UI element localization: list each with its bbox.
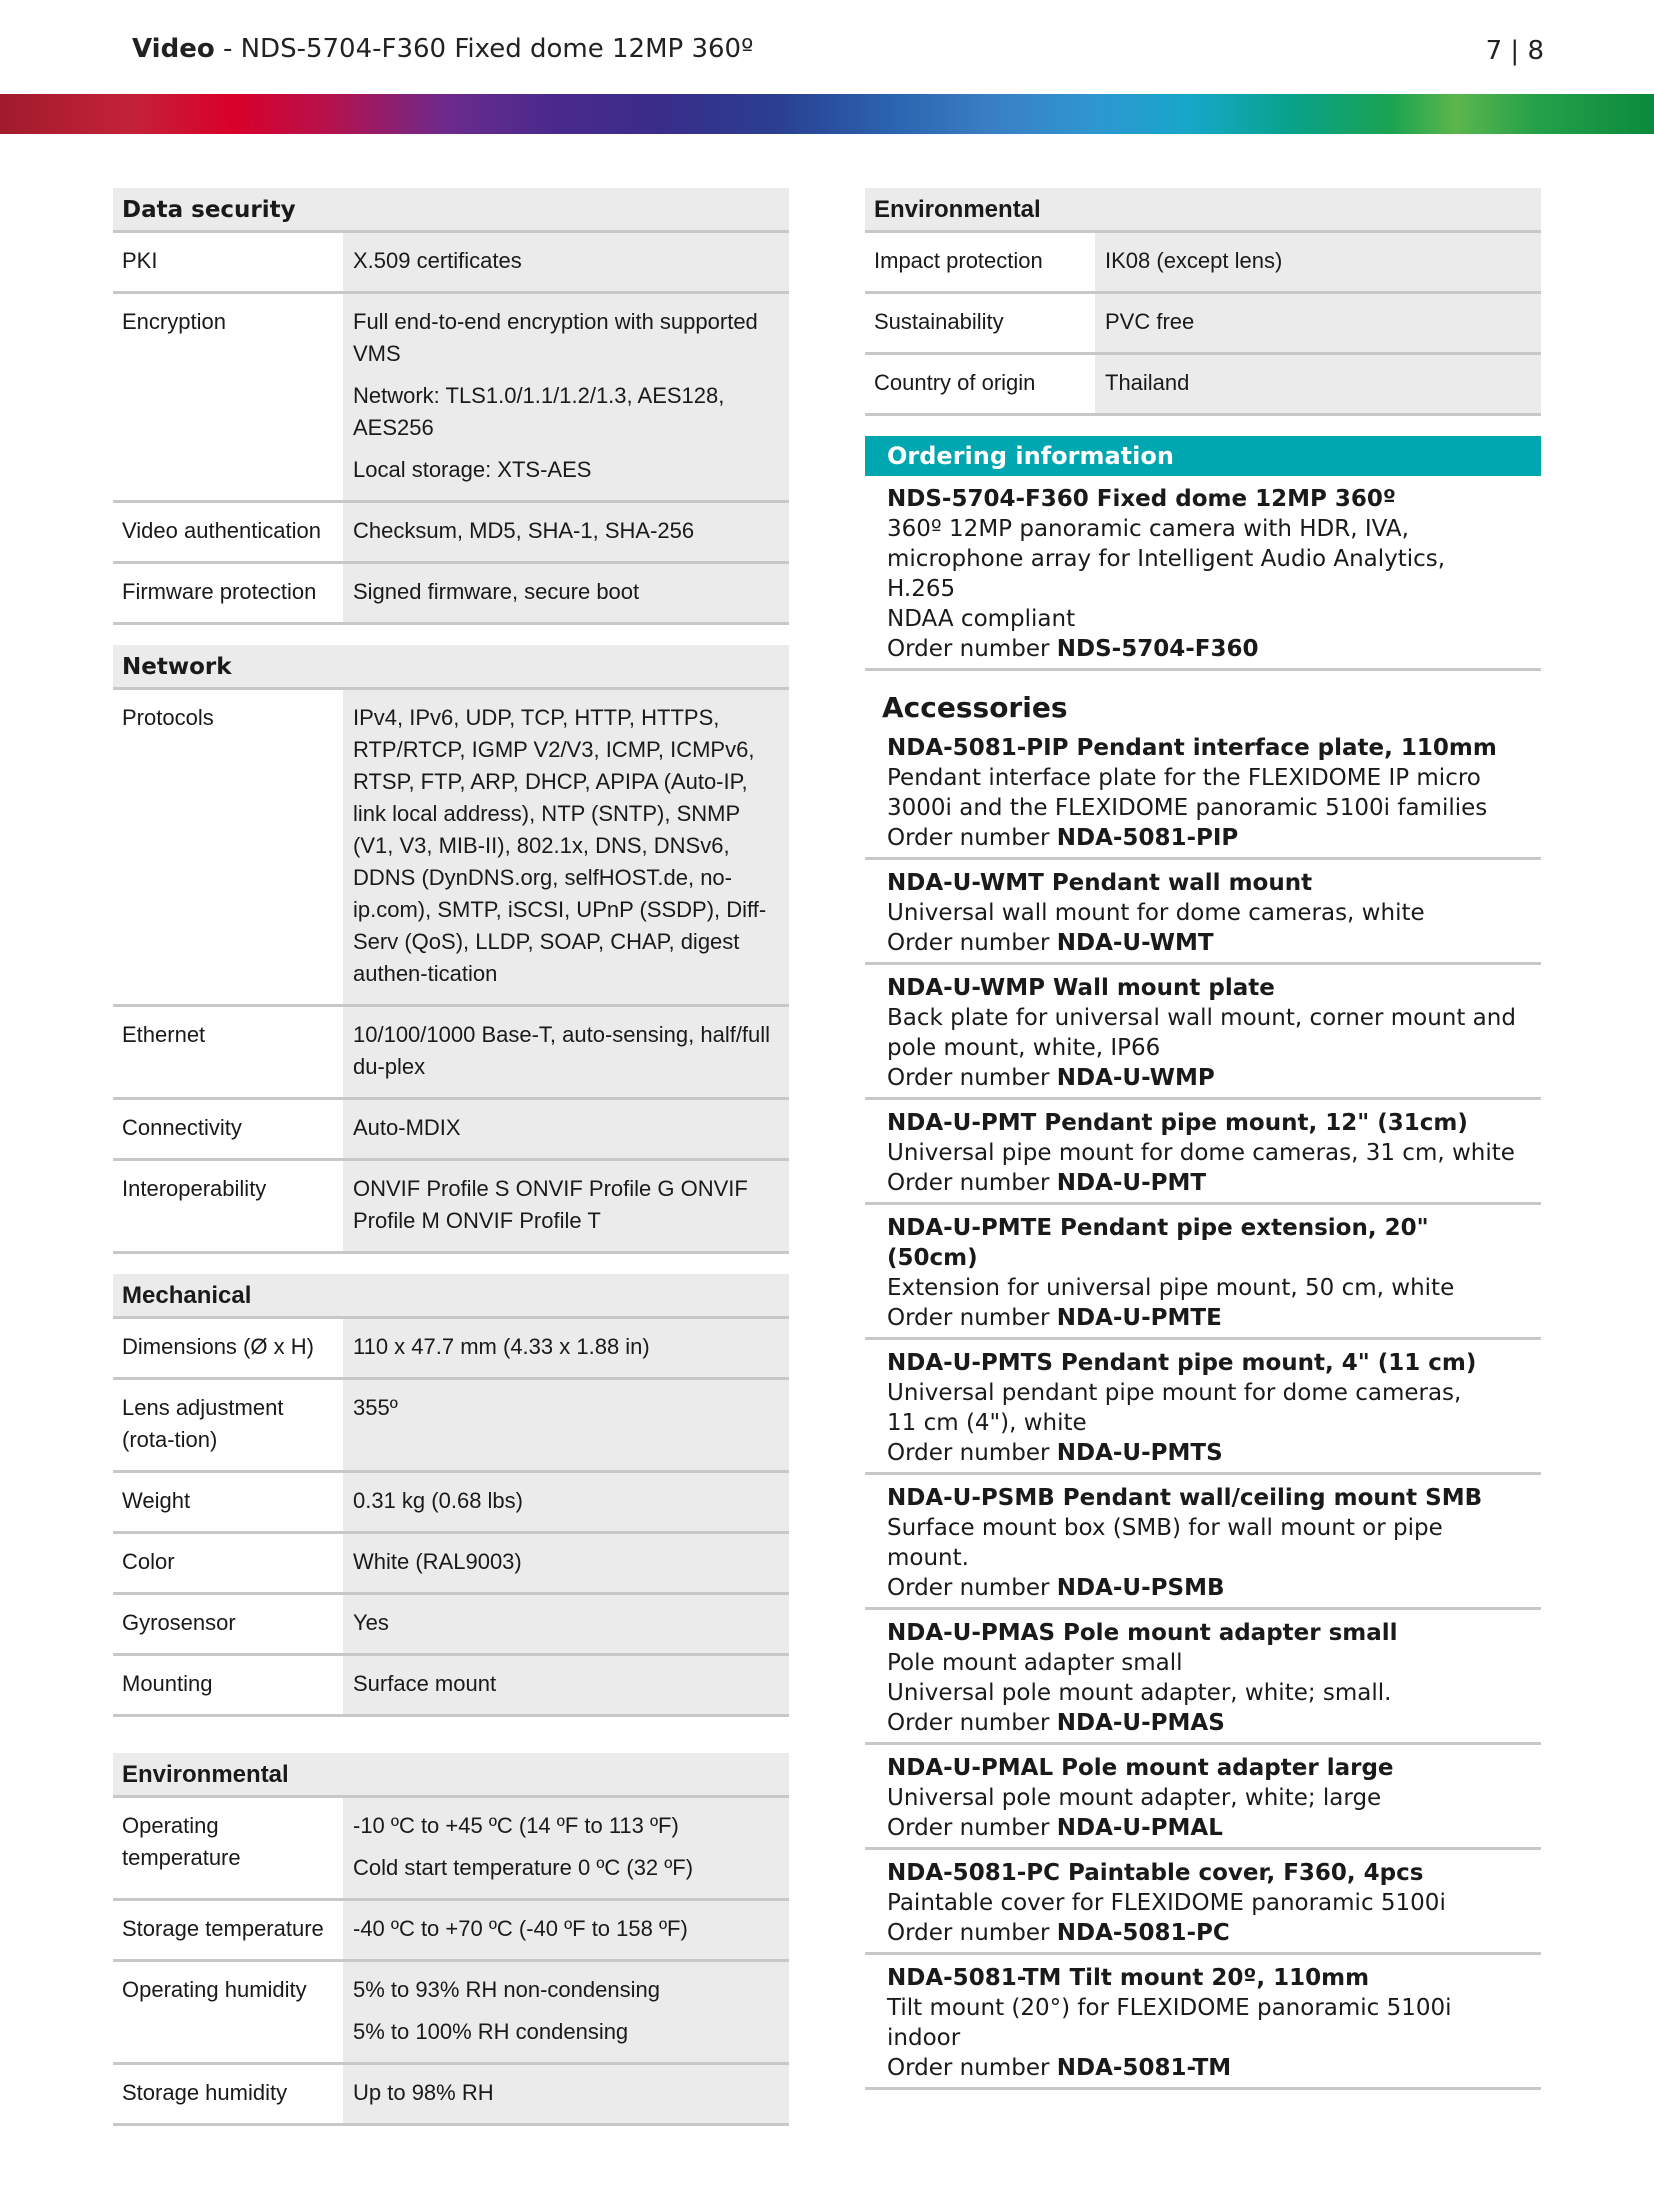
spec-row [113, 1534, 789, 1595]
spec-value [343, 503, 789, 561]
spec-value-line: IK08 (except lens) [1105, 248, 1283, 273]
spec-label: Lens adjustment (rota-tion) [113, 1380, 339, 1470]
spec-value-line: Full end-to-end encryption with supported VMS [353, 309, 758, 366]
section-heading: Environmental [113, 1753, 789, 1798]
order-number-prefix: Order number [887, 825, 1057, 851]
order-number-value: NDA-U-PMTE [1056, 1305, 1222, 1331]
accessories-list [865, 725, 1541, 2090]
order-number-value: NDA-5081-PIP [1056, 825, 1239, 851]
spec-label: Encryption [113, 294, 339, 500]
spec-row [113, 1380, 789, 1473]
accessory-item [865, 1340, 1541, 1475]
spec-label: Storage humidity [113, 2065, 339, 2123]
spec-label: Ethernet [113, 1007, 339, 1097]
product-order-number [887, 634, 1519, 664]
accessory-desc: Tilt mount (20°) for FLEXIDOME panoramic 5100i indoor [887, 1995, 1452, 2051]
accessory-item [865, 1475, 1541, 1610]
accessory-desc: Pole mount adapter small [887, 1650, 1183, 1676]
spec-label: Protocols [113, 690, 339, 1004]
accessory-desc: Universal pole mount adapter, white; large [887, 1785, 1382, 1811]
spec-value-line: Auto-MDIX [353, 1115, 461, 1140]
order-number-prefix: Order number [887, 1170, 1057, 1196]
spec-value [343, 1962, 789, 2062]
spec-row [113, 1656, 789, 1717]
spec-label: Gyrosensor [113, 1595, 339, 1653]
accessory-order-number [887, 1063, 1519, 1093]
product-desc-1: 360º 12MP panoramic camera with HDR, IVA, microphone array for Intelligent Audio Analytics, H.265 [887, 516, 1446, 602]
accessory-item [865, 725, 1541, 860]
section-heading: Environmental [865, 188, 1541, 233]
spec-value [343, 1798, 789, 1898]
accessory-order-number [887, 2053, 1519, 2083]
accessory-item [865, 1745, 1541, 1850]
spec-value-line: Checksum, MD5, SHA-1, SHA-256 [353, 518, 695, 543]
accessory-title: NDA-U-PMT Pendant pipe mount, 12" (31cm) [887, 1110, 1468, 1136]
spec-label: Color [113, 1534, 339, 1592]
order-number-value: NDA-5081-TM [1056, 2055, 1232, 2081]
spec-value-line: IPv4, IPv6, UDP, TCP, HTTP, HTTPS, RTP/RTCP, IGMP V2/V3, ICMP, ICMPv6, RTSP, FTP, ARP, DHCP, APIPA (Auto-IP, link local address), NTP (SNTP), SNMP (V1, V3, MIB-II), 802.1x, DNS, DNSv6, DDNS (DynDNS.org, selfHOST.de, no-ip.com), SMTP, iSCSI, UPnP (SSDP), Diff-Serv (QoS), LLDP, SOAP, CHAP, digest authen-tication [353, 705, 767, 986]
spec-value-line: Cold start temperature 0 ºC (32 ºF) [353, 1855, 694, 1880]
spec-label: Dimensions (Ø x H) [113, 1319, 339, 1377]
accessory-title: NDA-U-PMTE Pendant pipe extension, 20" (50cm) [887, 1215, 1429, 1271]
accessory-desc: Universal wall mount for dome cameras, white [887, 900, 1425, 926]
spec-value-line: White (RAL9003) [353, 1549, 522, 1574]
accessory-desc: 11 cm (4"), white [887, 1410, 1087, 1436]
spec-row [865, 294, 1541, 355]
spec-table-mechanical [113, 1274, 789, 1717]
order-number-prefix: Order number [887, 1920, 1057, 1946]
spec-value [1095, 355, 1541, 413]
accessory-title: NDA-U-PMAS Pole mount adapter small [887, 1620, 1398, 1646]
accessory-title: NDA-U-PMTS Pendant pipe mount, 4" (11 cm) [887, 1350, 1477, 1376]
accessory-title: NDA-U-WMT Pendant wall mount [887, 870, 1313, 896]
order-number-value: NDA-U-PSMB [1056, 1575, 1225, 1601]
product-order-item [865, 476, 1541, 671]
order-number-value: NDA-U-WMP [1056, 1065, 1215, 1091]
accessory-desc: Universal pendant pipe mount for dome cameras, [887, 1380, 1462, 1406]
spec-row [113, 1473, 789, 1534]
spec-value-line: Thailand [1105, 370, 1190, 395]
accessory-title: NDA-5081-TM Tilt mount 20º, 110mm [887, 1965, 1370, 1991]
spec-table-environmental [113, 1753, 789, 2126]
order-number-prefix: Order number [887, 1710, 1057, 1736]
order-number-prefix: Order number [887, 1575, 1057, 1601]
spec-value-line: Surface mount [353, 1671, 497, 1696]
spec-row [113, 1595, 789, 1656]
spec-table-network [113, 645, 789, 1254]
accessory-item [865, 1205, 1541, 1340]
spec-value-line: 110 x 47.7 mm (4.33 x 1.88 in) [353, 1334, 650, 1359]
spec-table-environmental [865, 188, 1541, 416]
product-title: NDS-5704-F360 Fixed dome 12MP 360º [887, 486, 1396, 512]
section-heading: Data security [113, 188, 789, 233]
order-number-prefix: Order number [887, 1305, 1057, 1331]
spec-label: Country of origin [865, 355, 1091, 413]
color-supergraphic-band [0, 94, 1654, 134]
order-number-value: NDA-U-PMT [1056, 1170, 1207, 1196]
spec-table-data-security [113, 188, 789, 625]
accessory-order-number [887, 1813, 1519, 1843]
accessory-title: NDA-5081-PC Paintable cover, F360, 4pcs [887, 1860, 1424, 1886]
accessory-desc: Paintable cover for FLEXIDOME panoramic 5100i [887, 1890, 1446, 1916]
spec-label: Mounting [113, 1656, 339, 1714]
spec-value-line: X.509 certificates [353, 248, 522, 273]
spec-value-line: 355º [353, 1395, 398, 1420]
accessory-desc: Extension for universal pipe mount, 50 cm, white [887, 1275, 1455, 1301]
spec-value [343, 1473, 789, 1531]
spec-value [343, 1007, 789, 1097]
accessory-item [865, 1955, 1541, 2090]
accessory-desc: Surface mount box (SMB) for wall mount or pipe mount. [887, 1515, 1443, 1571]
spec-value [1095, 233, 1541, 291]
order-number-prefix: Order number [887, 1440, 1057, 1466]
order-number-prefix: Order number [887, 636, 1057, 662]
section-heading: Mechanical [113, 1274, 789, 1319]
spec-value [343, 1595, 789, 1653]
spec-label: Firmware protection [113, 564, 339, 622]
spec-row [113, 2065, 789, 2126]
spec-label: Interoperability [113, 1161, 339, 1251]
ordering-information-heading: Ordering information [865, 436, 1541, 476]
spec-row [865, 355, 1541, 416]
spec-value [343, 1319, 789, 1377]
accessories-heading: Accessories [882, 691, 1068, 724]
spec-row [113, 564, 789, 625]
order-number-value: NDA-U-PMAL [1056, 1815, 1223, 1841]
spec-label: Impact protection [865, 233, 1091, 291]
spec-row [113, 1319, 789, 1380]
spec-value-line: -10 ºC to +45 ºC (14 ºF to 113 ºF) [353, 1813, 679, 1838]
order-number-prefix: Order number [887, 1065, 1057, 1091]
accessory-desc: Pendant interface plate for the FLEXIDOME IP micro 3000i and the FLEXIDOME panoramic 5100i families [887, 765, 1488, 821]
spec-label: PKI [113, 233, 339, 291]
spec-value-line: Up to 98% RH [353, 2080, 494, 2105]
spec-value [343, 1656, 789, 1714]
accessory-order-number [887, 1918, 1519, 1948]
spec-row [113, 503, 789, 564]
accessory-desc: Universal pole mount adapter, white; small. [887, 1680, 1392, 1706]
accessory-item [865, 860, 1541, 965]
spec-label: Storage temperature [113, 1901, 339, 1959]
spec-value-line: 10/100/1000 Base-T, auto-sensing, half/full du-plex [353, 1022, 771, 1079]
spec-value [343, 564, 789, 622]
spec-value-line: 5% to 93% RH non-condensing [353, 1977, 660, 2002]
spec-value-line: PVC free [1105, 309, 1195, 334]
order-number-prefix: Order number [887, 1815, 1057, 1841]
spec-label: Connectivity [113, 1100, 339, 1158]
spec-row [113, 1100, 789, 1161]
spec-row [865, 233, 1541, 294]
accessory-order-number [887, 1438, 1519, 1468]
spec-row [113, 1161, 789, 1254]
spec-row [113, 690, 789, 1007]
spec-value [343, 1901, 789, 1959]
spec-value-line: 0.31 kg (0.68 lbs) [353, 1488, 523, 1513]
accessory-title: NDA-U-PSMB Pendant wall/ceiling mount SMB [887, 1485, 1483, 1511]
accessory-title: NDA-U-PMAL Pole mount adapter large [887, 1755, 1394, 1781]
accessory-item [865, 965, 1541, 1100]
left-column [113, 188, 789, 2146]
spec-row [113, 1901, 789, 1962]
spec-row [113, 1962, 789, 2065]
order-number-value: NDA-U-WMT [1056, 930, 1214, 956]
accessory-title: NDA-U-WMP Wall mount plate [887, 975, 1275, 1001]
spec-row [113, 1007, 789, 1100]
spec-value [1095, 294, 1541, 352]
accessory-order-number [887, 1303, 1519, 1333]
accessory-item [865, 1850, 1541, 1955]
order-number-prefix: Order number [887, 930, 1057, 956]
header-title: - NDS-5704-F360 Fixed dome 12MP 360º [214, 34, 754, 64]
spec-value-line: Yes [353, 1610, 389, 1635]
document-header [132, 34, 753, 64]
spec-label: Operating humidity [113, 1962, 339, 2062]
spec-label: Weight [113, 1473, 339, 1531]
order-number-prefix: Order number [887, 2055, 1057, 2081]
order-number-value: NDA-U-PMAS [1056, 1710, 1225, 1736]
accessory-order-number [887, 823, 1519, 853]
spec-value [343, 690, 789, 1004]
spec-value-line: ONVIF Profile S ONVIF Profile G ONVIF Profile M ONVIF Profile T [353, 1176, 748, 1233]
spec-label: Sustainability [865, 294, 1091, 352]
order-number-value: NDA-5081-PC [1056, 1920, 1230, 1946]
spec-label: Operating temperature [113, 1798, 339, 1898]
accessory-item [865, 1100, 1541, 1205]
accessory-order-number [887, 928, 1519, 958]
spec-value-line: Local storage: XTS-AES [353, 457, 592, 482]
accessory-order-number [887, 1573, 1519, 1603]
spec-value-line: Network: TLS1.0/1.1/1.2/1.3, AES128, AES256 [353, 383, 725, 440]
spec-label: Video authentication [113, 503, 339, 561]
spec-row [113, 233, 789, 294]
accessory-desc: Back plate for universal wall mount, corner mount and pole mount, white, IP66 [887, 1005, 1516, 1061]
accessory-item [865, 1610, 1541, 1745]
right-column [865, 188, 1541, 2090]
order-number-value: NDS-5704-F360 [1056, 636, 1259, 662]
spec-row [113, 294, 789, 503]
section-heading: Network [113, 645, 789, 690]
accessory-title: NDA-5081-PIP Pendant interface plate, 110mm [887, 735, 1497, 761]
spec-value [343, 294, 789, 500]
spec-value [343, 1534, 789, 1592]
product-desc-2: NDAA compliant [887, 606, 1076, 632]
spec-value [343, 233, 789, 291]
spec-value [343, 1380, 789, 1470]
spec-value-line: Signed firmware, secure boot [353, 579, 640, 604]
header-category: Video [132, 34, 215, 64]
spec-value [343, 2065, 789, 2123]
spec-value-line: -40 ºC to +70 ºC (-40 ºF to 158 ºF) [353, 1916, 688, 1941]
accessory-order-number [887, 1168, 1519, 1198]
spec-value [343, 1100, 789, 1158]
spec-value [343, 1161, 789, 1251]
spec-row [113, 1798, 789, 1901]
accessory-order-number [887, 1708, 1519, 1738]
spec-value-line: 5% to 100% RH condensing [353, 2019, 629, 2044]
page-number: 7 | 8 [1485, 36, 1544, 66]
accessory-desc: Universal pipe mount for dome cameras, 31 cm, white [887, 1140, 1515, 1166]
order-number-value: NDA-U-PMTS [1056, 1440, 1223, 1466]
